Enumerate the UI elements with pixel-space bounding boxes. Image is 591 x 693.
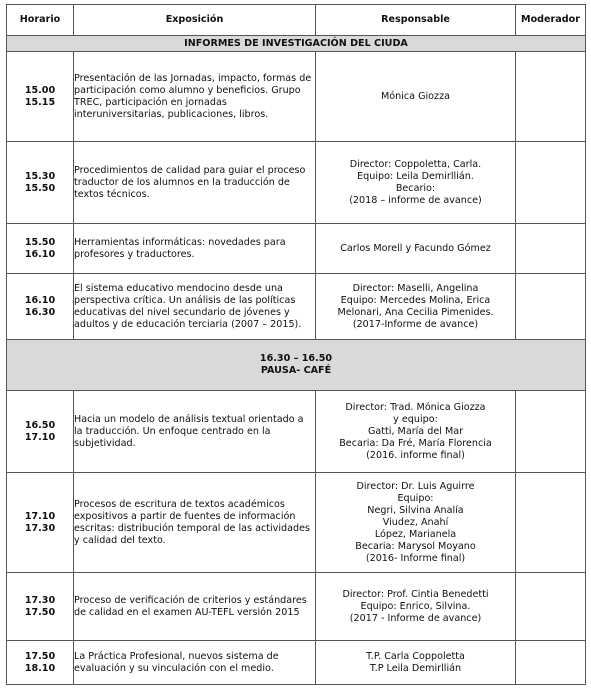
table-row xyxy=(7,224,586,274)
time-end: 17.30 xyxy=(24,522,56,534)
time-end: 17.50 xyxy=(24,606,56,618)
table-row xyxy=(7,573,586,641)
responsable-cell xyxy=(316,391,516,473)
header-exposicion: Exposición xyxy=(74,5,316,36)
responsable-line: Director: Trad. Mónica Giozza xyxy=(345,401,486,413)
responsable-line: Director: Coppoletta, Carla. xyxy=(349,158,482,170)
responsable-cell xyxy=(316,641,516,685)
pause-row xyxy=(7,340,586,391)
responsable-line: Director: Prof. Cintia Benedetti xyxy=(342,588,489,600)
responsable-line: Equipo: xyxy=(397,492,434,504)
time-end: 16.30 xyxy=(24,306,56,318)
table-row xyxy=(7,52,586,142)
exposicion-cell: Herramientas informáticas: novedades para profesores y traductores. xyxy=(74,224,316,274)
table-row xyxy=(7,641,586,685)
responsable-line: (2017 - Informe de avance) xyxy=(349,612,482,624)
section-row xyxy=(7,36,586,52)
responsable-cell xyxy=(316,473,516,573)
header-responsable: Responsable xyxy=(316,5,516,36)
responsable-cell xyxy=(316,52,516,142)
table-row xyxy=(7,473,586,573)
header-moderador: Moderador xyxy=(516,5,586,36)
responsable-line: Equipo: Mercedes Molina, Erica xyxy=(340,294,491,306)
moderador-cell xyxy=(516,641,586,685)
responsable-line: Melonari, Ana Cecilia Pimenides. xyxy=(337,306,494,318)
time-cell xyxy=(7,142,74,224)
responsable-line: (2018 – informe de avance) xyxy=(349,194,482,206)
pause-time: 16.30 – 16.50 xyxy=(259,353,333,364)
header-row xyxy=(7,5,586,36)
schedule-table xyxy=(6,4,586,685)
responsable-cell xyxy=(316,274,516,340)
responsable-line: (2016. informe final) xyxy=(366,449,465,461)
time-start: 17.50 xyxy=(24,650,56,662)
exposicion-cell: Hacia un modelo de análisis textual orientado a la traducción. Un enfoque centrado en la subjetividad. xyxy=(74,391,316,473)
time-cell xyxy=(7,391,74,473)
pause-cell xyxy=(7,340,586,391)
time-start: 15.00 xyxy=(24,84,56,96)
moderador-cell xyxy=(516,274,586,340)
exposicion-cell: Presentación de las Jornadas, impacto, formas de participación como alumno y beneficios. Grupo TREC, participación en jornadas interuniversitarias, publicaciones, libros. xyxy=(74,52,316,142)
table-row xyxy=(7,391,586,473)
time-start: 15.50 xyxy=(24,236,56,248)
time-start: 16.10 xyxy=(24,294,56,306)
time-cell xyxy=(7,573,74,641)
time-end: 15.15 xyxy=(24,96,56,108)
section-title: INFORMES DE INVESTIGACIÓN DEL CIUDA xyxy=(7,36,586,52)
responsable-line: Mónica Giozza xyxy=(380,90,451,102)
time-end: 17.10 xyxy=(24,431,56,443)
responsable-line: Carlos Morell y Facundo Gómez xyxy=(340,242,491,254)
responsable-line: Becaria: Da Fré, María Florencia xyxy=(339,437,492,449)
table-row xyxy=(7,142,586,224)
exposicion-cell: La Práctica Profesional, nuevos sistema de evaluación y su vinculación con el medio. xyxy=(74,641,316,685)
responsable-line: y equipo: xyxy=(393,413,438,425)
header-horario: Horario xyxy=(7,5,74,36)
moderador-cell xyxy=(516,52,586,142)
moderador-cell xyxy=(516,142,586,224)
time-cell xyxy=(7,274,74,340)
table-row xyxy=(7,274,586,340)
time-end: 16.10 xyxy=(24,248,56,260)
time-end: 18.10 xyxy=(24,662,56,674)
responsable-line: Viudez, Anahí xyxy=(382,516,449,528)
pause-label: PAUSA- CAFÉ xyxy=(260,365,332,376)
moderador-cell xyxy=(516,573,586,641)
time-cell xyxy=(7,641,74,685)
exposicion-cell: Proceso de verificación de criterios y estándares de calidad en el examen AU-TEFL versión 2015 xyxy=(74,573,316,641)
responsable-line: Director: Dr. Luis Aguirre xyxy=(356,480,475,492)
responsable-line: Equipo: Enrico, Silvina. xyxy=(360,600,471,612)
responsable-cell xyxy=(316,224,516,274)
responsable-line: López, Marianela xyxy=(374,528,457,540)
responsable-line: Gatti, María del Mar xyxy=(367,425,464,437)
responsable-line: Director: Maselli, Angelina xyxy=(352,282,479,294)
time-end: 15.50 xyxy=(24,182,56,194)
time-start: 16.50 xyxy=(24,419,56,431)
responsable-line: T.P. Carla Coppoletta xyxy=(366,650,465,662)
time-start: 15.30 xyxy=(24,170,56,182)
responsable-line: Becario: xyxy=(395,182,436,194)
time-cell xyxy=(7,52,74,142)
moderador-cell xyxy=(516,473,586,573)
responsable-line: T.P Leila Demirllián xyxy=(369,662,462,674)
responsable-cell xyxy=(316,573,516,641)
moderador-cell xyxy=(516,391,586,473)
responsable-line: (2017-Informe de avance) xyxy=(352,318,479,330)
exposicion-cell: Procedimientos de calidad para guiar el proceso traductor de los alumnos en la traducción de textos técnicos. xyxy=(74,142,316,224)
responsable-line: Negri, Silvina Analía xyxy=(367,504,464,516)
exposicion-cell: El sistema educativo mendocino desde una perspectiva crítica. Un análisis de las políticas educativas del nivel secundario de jóvenes y adultos y de educación terciaria (2007 – 2015). xyxy=(74,274,316,340)
responsable-cell xyxy=(316,142,516,224)
moderador-cell xyxy=(516,224,586,274)
responsable-line: Equipo: Leila Demirllián. xyxy=(357,170,474,182)
time-start: 17.30 xyxy=(24,594,56,606)
time-cell xyxy=(7,224,74,274)
responsable-line: (2016- Informe final) xyxy=(365,552,466,564)
exposicion-cell: Procesos de escritura de textos académicos expositivos a partir de fuentes de información escritas: distribución temporal de las actividades y calidad del texto. xyxy=(74,473,316,573)
time-start: 17.10 xyxy=(24,510,56,522)
time-cell xyxy=(7,473,74,573)
responsable-line: Becaria: Marysol Moyano xyxy=(355,540,476,552)
